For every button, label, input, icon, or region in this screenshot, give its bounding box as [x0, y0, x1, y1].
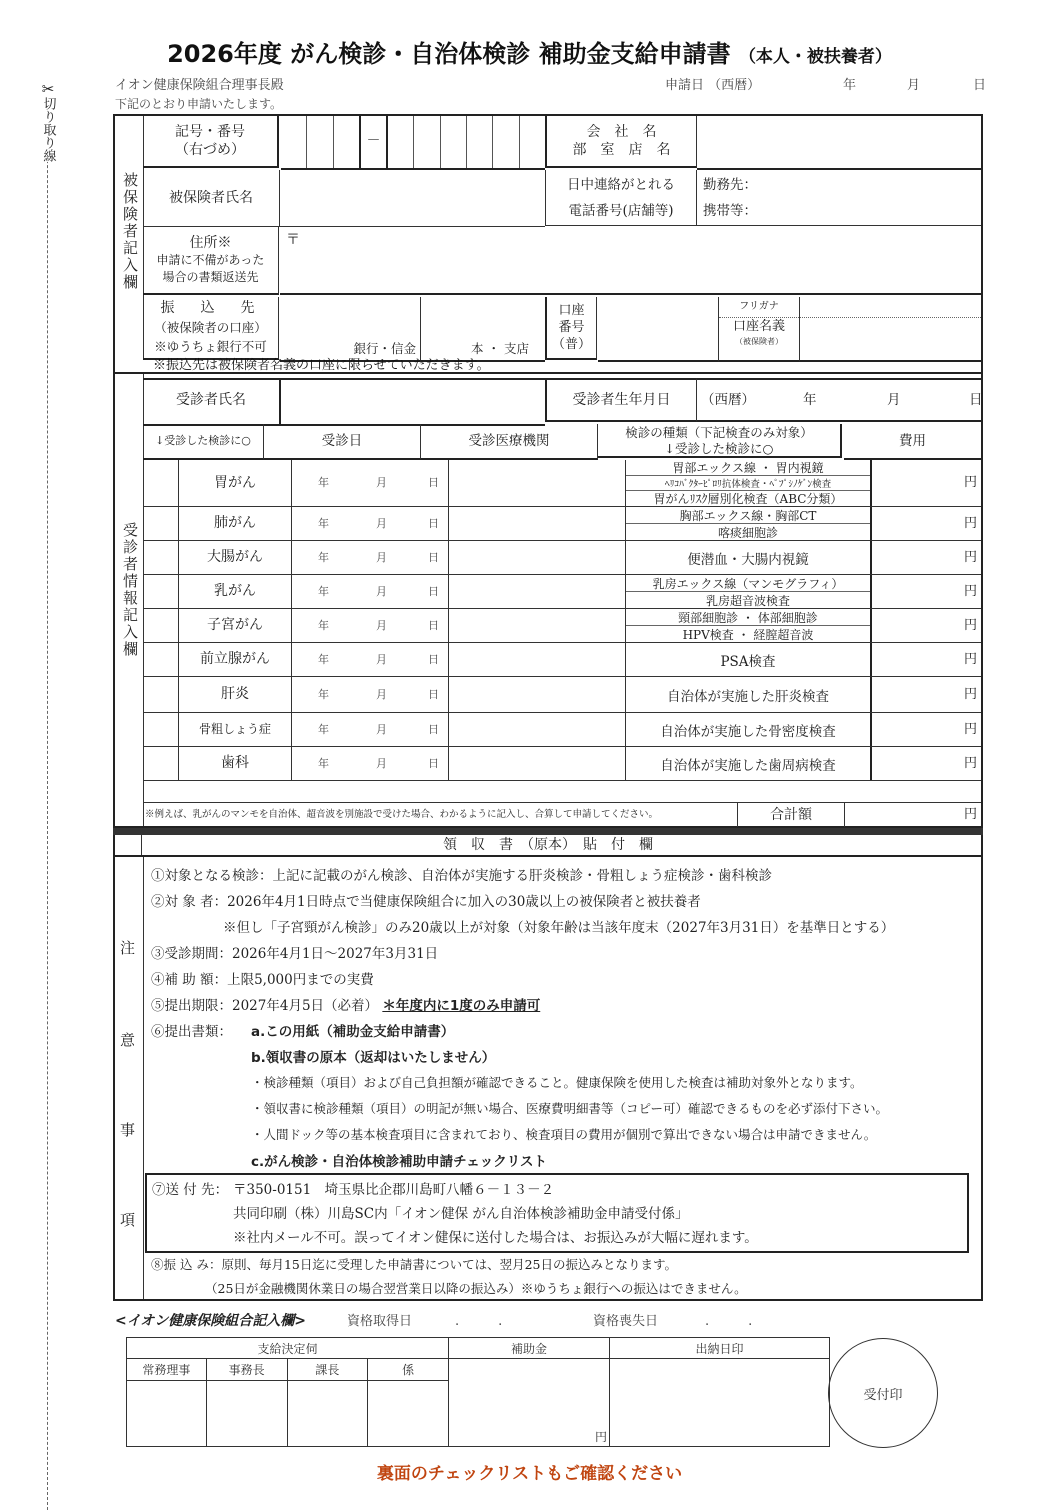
exam-check-cell[interactable] — [143, 609, 179, 642]
exam-date-d: 日 — [428, 619, 439, 632]
birth-month: 月 — [887, 392, 901, 408]
note-6b: b.領収書の原本（返却はいたしません） — [251, 1050, 496, 1066]
note-7b: 共同印刷（株）川島SC内「イオン健保 がん自治体検診補助金申請受付係」 — [233, 1206, 689, 1222]
cut-line — [47, 90, 48, 1510]
exam-cost-yen: 円 — [963, 550, 977, 565]
lose-date-label: 資格喪失日 — [593, 1314, 659, 1329]
exam-type-option[interactable]: 自治体が実施した骨密度検査 — [660, 723, 836, 740]
birth-era: （西暦） — [701, 392, 755, 408]
exam-name: 子宮がん — [179, 609, 292, 642]
company-label-cell — [545, 116, 697, 168]
note-6b3: ・人間ドック等の基本検査項目に含まれており、検査項目の費用が個別で算出できない場合は申請できません。 — [251, 1127, 877, 1142]
apply-month[interactable]: 月 — [907, 78, 921, 93]
cut-label — [38, 82, 58, 162]
header-check: ↓受診した検診に○ — [143, 424, 264, 460]
phone-label-cell — [545, 170, 697, 226]
transfer-label: 振 込 先 — [160, 300, 261, 316]
patient-side-label: 受診者情報記入欄 — [121, 522, 139, 658]
exam-cost-yen: 円 — [963, 516, 977, 531]
payment-field[interactable] — [609, 1359, 829, 1447]
header-type-1: 検診の種類（下記検査のみ対象） — [625, 425, 813, 440]
note-6b1: ・検診種類（項目）および自己負担額が確認できること。健康保険を使用した検査は補助対象外となります。 — [251, 1075, 863, 1090]
exam-date-m: 月 — [376, 757, 387, 770]
exam-types — [626, 747, 872, 780]
transfer-sub: （被保険者の口座） — [154, 320, 267, 335]
exam-date-m: 月 — [376, 585, 387, 598]
total-label: 合計額 — [737, 802, 845, 827]
exam-date-d: 日 — [428, 653, 439, 666]
exam-row — [143, 575, 981, 609]
header-type — [598, 424, 842, 458]
exam-cost-field[interactable] — [872, 460, 981, 506]
phone-work-label: 勤務先： — [703, 177, 757, 193]
total-field[interactable] — [844, 802, 981, 826]
exam-date-d: 日 — [428, 688, 439, 701]
acquire-date-field[interactable]: . . — [455, 1314, 503, 1329]
apply-year[interactable]: 年 — [843, 78, 857, 93]
exam-row — [143, 541, 981, 575]
notes-side-3: 事 — [120, 1121, 136, 1139]
exam-institution-field[interactable] — [449, 677, 626, 712]
note-7a: 〒350-0151 埼玉県比企郡川島町八幡６－１３－２ — [233, 1182, 555, 1198]
exam-cost-field[interactable] — [872, 747, 981, 780]
exam-date-m: 月 — [376, 551, 387, 564]
exam-name: 胃がん — [179, 460, 292, 506]
exam-date-field[interactable] — [292, 541, 449, 574]
patient-name-field[interactable] — [281, 378, 545, 426]
note-7c: ※社内メール不可。誤ってイオン健保に送付した場合は、お振込みが大幅に遅れます。 — [233, 1230, 758, 1246]
notes-side — [115, 857, 144, 1299]
exam-date-y: 年 — [318, 476, 329, 489]
exam-check-cell[interactable] — [143, 747, 179, 780]
transfer-warning: ※振込先は被保険者名義の口座に限らせていただきます。 — [153, 358, 490, 373]
exam-types — [626, 507, 872, 540]
office-header — [115, 1310, 753, 1330]
note-6a: a.この用紙（補助金支給申請書） — [251, 1024, 455, 1040]
header-date: 受診日 — [264, 424, 421, 460]
stamp-staff[interactable] — [368, 1381, 449, 1447]
exam-date-y: 年 — [318, 619, 329, 632]
patient-section — [113, 374, 983, 828]
subsidy-header: 補助金 — [448, 1338, 609, 1359]
account-name-field[interactable] — [800, 297, 981, 362]
exam-types — [626, 460, 872, 506]
patient-name-label: 受診者氏名 — [143, 378, 281, 426]
exam-date-y: 年 — [318, 723, 329, 736]
exam-cost-yen: 円 — [963, 475, 977, 490]
exam-cost-yen: 円 — [963, 756, 977, 771]
exam-institution-field[interactable] — [449, 507, 626, 540]
address-label-cell — [143, 227, 279, 295]
patient-side — [115, 374, 144, 826]
total-yen: 円 — [963, 807, 977, 822]
exam-date-y: 年 — [318, 585, 329, 598]
exam-name: 骨粗しょう症 — [179, 713, 292, 746]
branch-suffix: 本 ・ 支店 — [471, 341, 529, 356]
note-8: ⑧振 込 み：原則、毎月15日迄に受理した申請書については、翌月25日の振込みとなります。 — [151, 1257, 678, 1272]
exam-types — [626, 677, 872, 712]
exam-date-d: 日 — [428, 757, 439, 770]
address-sub-2: 場合の書類返送先 — [162, 270, 259, 284]
account-type: （普） — [551, 337, 591, 352]
note-6: ⑥提出書類： — [151, 1024, 232, 1040]
exam-date-m: 月 — [376, 619, 387, 632]
exam-type-option[interactable]: 自治体が実施した肝炎検査 — [667, 688, 829, 705]
company-field[interactable] — [697, 116, 981, 170]
title-main: 2026年度 がん検診・自治体検診 補助金支給申請書 — [167, 40, 731, 68]
exam-cost-field[interactable] — [872, 575, 981, 608]
apply-day[interactable]: 日 — [973, 78, 987, 93]
exam-type-option[interactable]: 胃部エックス線 ・ 胃内視鏡 — [626, 460, 870, 476]
subsidy-field[interactable] — [448, 1359, 609, 1447]
exam-type-option[interactable]: 胃がんﾘｽｸ層別化検査（ABC分類） — [653, 492, 843, 507]
exam-date-field[interactable] — [292, 747, 449, 780]
exam-institution-field[interactable] — [449, 575, 626, 608]
cut-label-text: 切り取り線 — [40, 97, 56, 162]
exam-cost-field[interactable] — [872, 541, 981, 574]
exam-types — [626, 575, 872, 608]
reception-stamp — [828, 1338, 938, 1448]
exam-date-field[interactable] — [292, 460, 449, 506]
id-label-cell — [143, 116, 279, 168]
exam-row — [143, 747, 981, 781]
exam-type-option[interactable]: 乳房エックス線（マンモグラフィ） — [626, 575, 870, 592]
exam-type-option[interactable]: ﾍﾘｺﾊﾞｸﾀｰﾋﾟﾛﾘ抗体検査・ﾍﾟﾌﾟｼﾉｹﾞﾝ検査 — [626, 476, 870, 492]
exam-institution-field[interactable] — [449, 609, 626, 642]
exam-type-option[interactable]: 喀痰細胞診 — [717, 525, 778, 540]
exam-date-y: 年 — [318, 517, 329, 530]
exam-name: 前立腺がん — [179, 643, 292, 676]
address-sub-1: 申請に不備があった — [156, 253, 265, 267]
account-name-label: 口座名義 — [732, 319, 785, 334]
exam-row — [143, 507, 981, 541]
phone-mobile-label: 携帯等： — [703, 203, 757, 219]
birth-field[interactable] — [697, 378, 981, 422]
stamp-executive[interactable] — [127, 1381, 207, 1447]
insured-side — [115, 116, 144, 360]
account-number-field[interactable] — [598, 297, 719, 362]
exam-date-d: 日 — [428, 517, 439, 530]
receipt-label: 領 収 書 （原本） 貼 付 欄 — [443, 837, 653, 853]
exam-cost-yen: 円 — [963, 652, 977, 667]
exam-cost-field[interactable] — [872, 609, 981, 642]
exam-date-d: 日 — [428, 476, 439, 489]
page-title — [0, 34, 1059, 69]
furigana-label: フリガナ — [719, 297, 799, 318]
notes-section — [113, 855, 983, 1301]
exam-date-d: 日 — [428, 551, 439, 564]
exam-types — [626, 541, 872, 574]
company-label: 会 社 名 — [586, 124, 657, 140]
exam-check-cell[interactable] — [143, 460, 179, 506]
exam-date-y: 年 — [318, 688, 329, 701]
note-3: ③受診期間：2026年4月1日～2027年3月31日 — [151, 946, 439, 962]
exam-cost-field[interactable] — [872, 643, 981, 676]
addressee: イオン健康保険組合理事長殿 — [115, 78, 284, 93]
exam-date-field[interactable] — [292, 643, 449, 676]
exam-date-m: 月 — [376, 688, 387, 701]
birth-label: 受診者生年月日 — [545, 378, 697, 422]
exam-check-cell[interactable] — [143, 575, 179, 608]
lose-date-field[interactable]: . . — [705, 1314, 753, 1329]
exam-row — [143, 609, 981, 643]
exam-name: 肝炎 — [179, 677, 292, 712]
office-label: <イオン健康保険組合記入欄> — [115, 1313, 307, 1329]
note-6b2: ・領収書に検診種類（項目）の明記が無い場合、医療費明細書等（コピー可）確認できるものを必ず添付下さい。 — [251, 1101, 889, 1116]
exam-name: 肺がん — [179, 507, 292, 540]
exam-date-field[interactable] — [292, 507, 449, 540]
role-executive: 常務理事 — [127, 1359, 207, 1381]
intro-text: 下記のとおり申請いたします。 — [115, 97, 283, 111]
exam-date-d: 日 — [428, 723, 439, 736]
exam-row — [143, 460, 981, 507]
header-type-2: ↓受診した検診に○ — [664, 441, 774, 456]
notes-side-2: 意 — [120, 1031, 136, 1049]
address-field[interactable] — [280, 227, 981, 295]
scissors-icon: ✂ — [41, 80, 55, 98]
exam-type-option[interactable]: 乳房超音波検査 — [705, 593, 790, 608]
exam-institution-field[interactable] — [449, 541, 626, 574]
patient-footnote: ※例えば、乳がんのマンモを自治体、超音波を別施設で受けた場合、わかるように記入し、合算して申請してください。 — [143, 802, 739, 827]
branch-field[interactable] — [421, 297, 545, 362]
exam-cost-yen: 円 — [963, 618, 977, 633]
phone-label-1: 日中連絡がとれる — [567, 177, 675, 193]
exam-date-field[interactable] — [292, 609, 449, 642]
account-no-label: 口座番号 — [558, 303, 585, 335]
transfer-label-cell — [143, 297, 279, 360]
subsidy-yen: 円 — [594, 1430, 607, 1444]
phone-label-2: 電話番号(店舗等) — [568, 203, 674, 219]
exam-row — [143, 643, 981, 677]
notes-side-4: 項 — [120, 1211, 136, 1229]
decision-header: 支給決定伺 — [127, 1338, 449, 1359]
payment-header: 出納日印 — [609, 1338, 829, 1359]
id-sub: （右づめ） — [175, 142, 245, 158]
role-secretary: 事務長 — [206, 1359, 287, 1381]
exam-date-y: 年 — [318, 551, 329, 564]
note-5-emphasis: ＊年度内に1度のみ申請可 — [382, 998, 541, 1014]
note-7: ⑦送 付 先： — [152, 1182, 229, 1198]
birth-year: 年 — [803, 392, 817, 408]
header-cost: 費用 — [844, 424, 981, 460]
exam-name: 大腸がん — [179, 541, 292, 574]
exam-types — [626, 643, 872, 676]
note-5 — [151, 994, 540, 1014]
exam-check-cell[interactable] — [143, 507, 179, 540]
exam-institution-field[interactable] — [449, 747, 626, 780]
note-4: ④補 助 額：上限5,000円までの実費 — [151, 972, 374, 988]
account-name-label-cell — [719, 297, 800, 362]
note-1: ①対象となる検診：上記に記載のがん検診、自治体が実施する肝炎検診・骨粗しょう症検診・歯科検診 — [151, 868, 772, 884]
exam-row — [143, 713, 981, 747]
exam-check-cell[interactable] — [143, 677, 179, 712]
header-institution: 受診医療機関 — [421, 424, 598, 460]
note-8b: （25日が金融機関休業日の場合翌営業日以降の振込み）※ゆうちょ銀行への振込はできません。 — [205, 1281, 747, 1296]
account-name-sub: （被保険者） — [735, 337, 783, 346]
reception-stamp-label: 受付印 — [863, 1387, 903, 1403]
apply-date — [665, 74, 985, 93]
note-5-text: ⑤提出期限：2027年4月5日（必着） — [151, 998, 379, 1014]
exam-type-option[interactable]: 頸部細胞診 ・ 体部細胞診 — [626, 609, 870, 626]
insured-name-label: 被保険者氏名 — [143, 170, 280, 227]
exam-check-cell[interactable] — [143, 541, 179, 574]
send-to-box — [145, 1173, 969, 1253]
address-label: 住所※ — [189, 235, 232, 251]
divider-bar — [113, 828, 983, 835]
bank-field[interactable] — [280, 297, 421, 362]
exam-types — [626, 713, 872, 746]
exam-cost-yen: 円 — [963, 584, 977, 599]
exam-cost-field[interactable] — [872, 677, 981, 712]
department-label: 部 室 店 名 — [572, 142, 671, 158]
birth-day: 日 — [969, 392, 983, 408]
exam-date-field[interactable] — [292, 575, 449, 608]
postal-mark: 〒 — [286, 232, 300, 248]
bank-suffix: 銀行・信金 — [353, 341, 416, 356]
receipt-row — [113, 835, 983, 855]
exam-date-y: 年 — [318, 653, 329, 666]
notes-side-1: 注 — [120, 939, 136, 957]
exam-check-cell[interactable] — [143, 643, 179, 676]
exam-cost-field[interactable] — [872, 507, 981, 540]
exam-date-field[interactable] — [292, 677, 449, 712]
exam-date-m: 月 — [376, 653, 387, 666]
role-section-chief: 課長 — [287, 1359, 368, 1381]
role-staff: 係 — [368, 1359, 449, 1381]
account-label-cell — [545, 297, 597, 360]
exam-type-option[interactable]: 胸部エックス線・胸部CT — [626, 507, 870, 524]
exam-date-field[interactable] — [292, 713, 449, 746]
note-2b: ※但し「子宮頸がん検診」のみ20歳以上が対象（対象年齢は当該年度末（2027年3月31日）を基準日とする） — [223, 920, 895, 936]
exam-name: 乳がん — [179, 575, 292, 608]
note-6c: c.がん検診・自治体検診補助申請チェックリスト — [251, 1154, 547, 1170]
exam-check-cell[interactable] — [143, 713, 179, 746]
exam-type-option[interactable]: 便潜血・大腸内視鏡 — [687, 551, 809, 568]
exam-date-d: 日 — [428, 585, 439, 598]
exam-type-option[interactable]: HPV検査 ・ 経膣超音波 — [682, 627, 814, 642]
exam-type-option[interactable]: 自治体が実施した歯周病検査 — [660, 757, 836, 774]
acquire-date-label: 資格取得日 — [347, 1314, 413, 1329]
exam-date-m: 月 — [376, 517, 387, 530]
exam-date-m: 月 — [376, 723, 387, 736]
stamp-section-chief[interactable] — [287, 1381, 368, 1447]
id-label: 記号・番号 — [175, 124, 245, 140]
note-2: ②対 象 者：2026年4月1日時点で当健康保険組合に加入の30歳以上の被保険者と被扶養者 — [151, 894, 701, 910]
id-number-boxes[interactable] — [281, 116, 545, 170]
stamp-secretary[interactable] — [206, 1381, 287, 1447]
exam-types — [626, 609, 872, 642]
exam-date-y: 年 — [318, 757, 329, 770]
apply-date-label: 申請日 （西暦） — [665, 78, 761, 93]
exam-institution-field[interactable] — [449, 713, 626, 746]
id-dash: － — [361, 116, 388, 168]
insured-name-field[interactable] — [280, 170, 545, 227]
exam-name: 歯科 — [179, 747, 292, 780]
exam-cost-field[interactable] — [872, 713, 981, 746]
exam-institution-field[interactable] — [449, 643, 626, 676]
title-sub: （本人・被扶養者） — [738, 47, 892, 67]
insured-side-label: 被保険者記入欄 — [121, 172, 139, 291]
exam-cost-yen: 円 — [963, 687, 977, 702]
office-table — [126, 1337, 830, 1447]
footer-note: 裏面のチェックリストもご確認ください — [376, 1464, 683, 1484]
phone-field[interactable] — [697, 170, 981, 226]
exam-row — [143, 677, 981, 713]
insured-section — [113, 114, 983, 374]
exam-cost-yen: 円 — [963, 722, 977, 737]
exam-date-m: 月 — [376, 476, 387, 489]
exam-type-option[interactable]: PSA検査 — [720, 653, 776, 670]
exam-institution-field[interactable] — [449, 460, 626, 506]
transfer-note: ※ゆうちょ銀行不可 — [154, 339, 267, 354]
